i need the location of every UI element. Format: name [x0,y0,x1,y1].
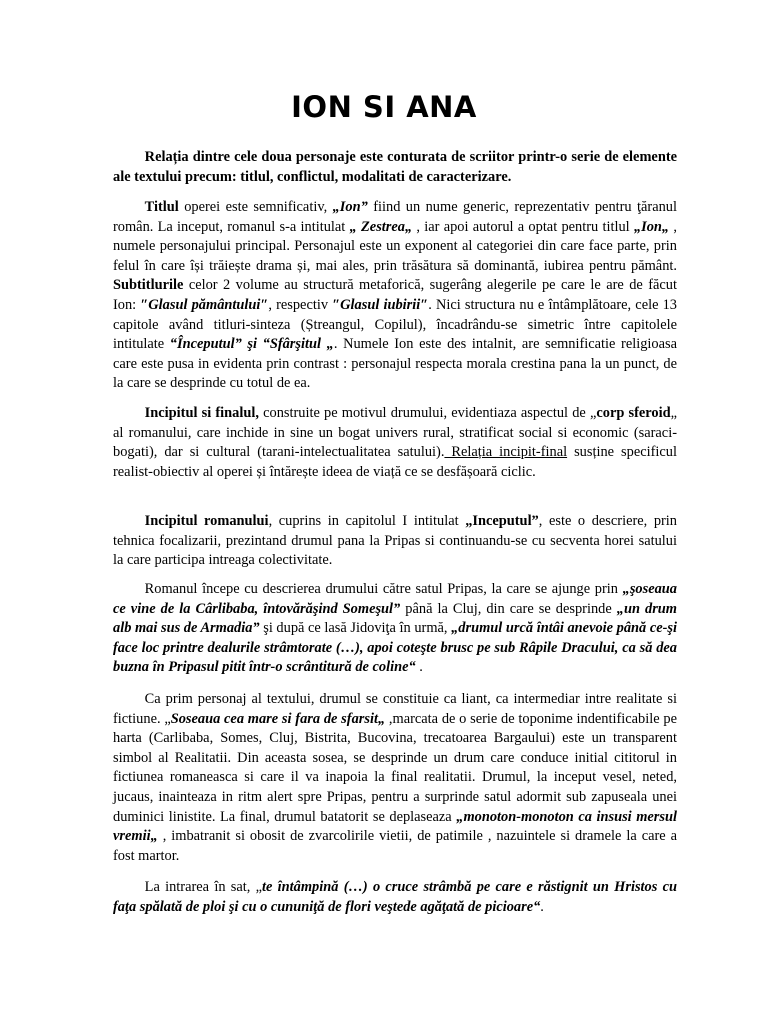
text-run: La intrarea în sat, „ [144,879,263,895]
text-run: Soseaua cea mare si fara de sfarsit„ [170,710,386,727]
text-run: ″Glasul iubirii″ [332,296,429,313]
text-run: „Inceputul” [465,513,539,529]
text-run: , cuprins in capitolul I intitulat [268,513,466,529]
text-run: celor 2 volume au structură metaforică, sugerâng alegerile pe care le are de făcut Ion: [113,277,677,313]
text-run: Subtitlurile [113,277,184,294]
text-run: „Ion” [332,199,368,215]
text-run: te întâmpină (…) o cruce strâmbă pe care e răstignit un Hristos cu faţa spălată de ploi şi cu o cununiţă de flori veştede agăţată de picioare“ [113,879,677,915]
text-run: . [415,659,423,676]
text-run: Titlul [144,199,179,215]
text-run: „un drum alb mai sus de Armadia” [113,600,677,637]
road-character-paragraph [113,690,677,866]
text-run: Relația incipit-final [444,444,568,461]
title-paragraph [113,198,677,394]
text-run: corp sferoid [596,405,671,421]
text-run: Incipitul romanului [144,513,269,529]
road-description-paragraph [113,580,677,678]
text-run: “Începutul” şi “Sfârşitul „ [169,336,334,353]
text-run: , este o descriere, prin tehnica focalizarii, prezintand drumul pana la Pripas si continuandu-se cu secventa horei satului la care participa intreaga colectivitate. [113,513,677,569]
text-run: „ al romanului, care inchide in sine un bogat univers rural, stratificat social si economic (saraci-bogati), dar si cultural (tarani-intelectualitatea satului). [113,405,677,461]
text-run: , respectiv [268,296,333,313]
document-title: ION SI ANA [291,90,477,124]
text-run: ″Glasul pământului″ [140,296,269,313]
text-run: fiind un nume generic, reprezentativ pentru ţăranul român. La inceput, romanul s-a intitulat [113,199,677,235]
text-run: , numele personajului principal. Personajul este un exponent al categoriei din care face parte, prin felul în care își trăiește drama și, mai ales, prin trăsătura să dominantă, iubirea pentru pământ. [113,218,677,274]
text-run: şi după ce lasă Jidoviţa în urmă, [259,620,452,637]
text-run: „Ion„ [633,218,670,235]
text-run: construite pe motivul drumului, evidentiaza aspectul de „ [258,405,597,421]
village-entrance-paragraph [113,878,677,917]
text-run: susține specificul realist-obiectiv al operei și întărește ideea de viață ce se desfășoară ciclic. [113,444,677,480]
text-run: „monoton-monoton ca insusi mersul vremii„ [113,808,678,845]
text-run: operei este semnificativ, [178,199,333,215]
text-run: . Numele Ion este des intalnit, are semnificatie religioasa care este pusa in evidenta prin contrast : personajul respecta morala crestina pana la un punct, de la care se desprinde cu totul de ea. [113,336,677,392]
text-run: Romanul începe cu descrierea drumului către satul Pripas, la care se ajunge prin [144,581,623,597]
text-run: „şoseaua ce vine de la Cârlibaba, întovărăşind Someşul” [113,581,677,617]
text-run: . [540,898,544,915]
text-run: , iar apoi autorul a optat pentru titlul [412,218,634,235]
incipit-final-paragraph [113,404,677,482]
text-run: , imbatranit si obosit de zvarcolirile vietii, de patimile , nazuintele si dramele la care a fost martor. [113,828,677,864]
intro-paragraph: Relația dintre cele doua personaje este conturata de scriitor printr-o serie de elemente ale textului precum: titlul, conflictul, modalitati de caracterizare. [113,149,677,185]
text-run: „drumul urcă întâi anevoie până ce-şi face loc printre dealurile strâmtorate (…), apoi coteşte brusc pe sub Râpile Dracului, ca să dea buzna în Pripasul pitit într-o scrântitură de coline“ [113,620,678,676]
text-run: . Nici structura nu e întâmplătoare, cele 13 capitole având titluri-sinteza (Ștreangul, Copilul), încadrându-se simetric între capitolele intitulate [113,296,677,353]
text-run: Incipitul si finalul, [144,405,259,421]
text-run: Ca prim personaj al textului, drumul se constituie ca liant, ca intermediar intre realitate si fictiune. „ [113,691,677,727]
text-run: ,marcata de o serie de toponime indentificabile pe harta (Carlibaba, Somes, Cluj, Bistrita, Bucovina, trecatoarea Bargaului) este un transparent simbol al Realitatii. Din aceasta sosea, se desprinde un drum care conduce initial cititorul in fictiunea romaneasca si care il va inapoia la final realitatii. Drumul, la inceput vesel, neted, jucaus, inainteaza in ritm alert spre Pripas, pentru a surprinde satul adormit sub zapuseala unei duminici linistite. La final, drumul batatorit se deplaseaza [113,710,677,825]
incipit-paragraph [113,512,677,571]
text-run: până la Cluj, din care se desprinde [400,600,617,617]
text-run: „ Zestrea„ [349,218,413,235]
